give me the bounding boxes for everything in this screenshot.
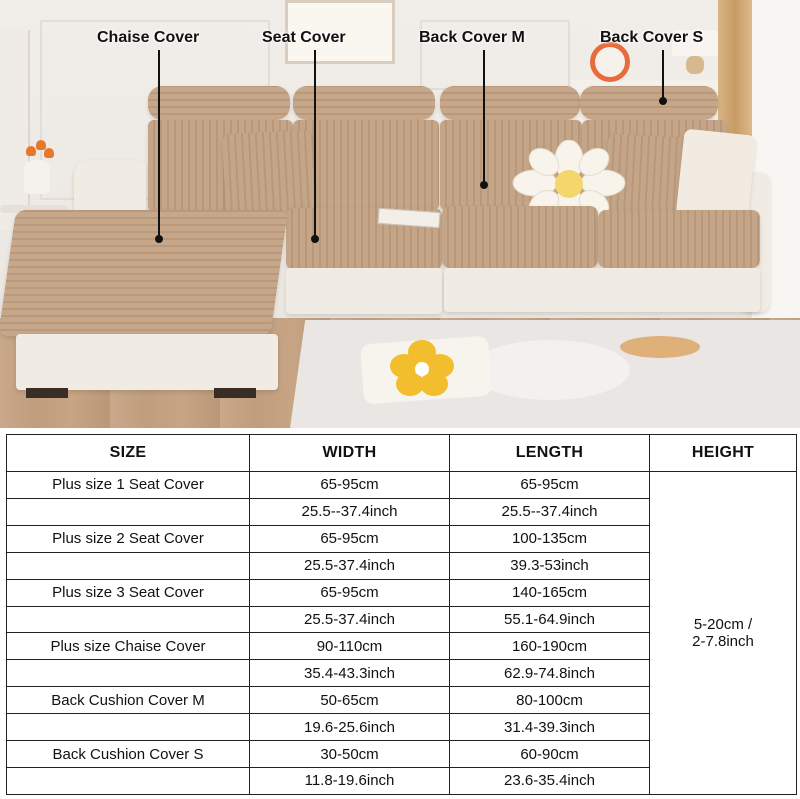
width-cell: 65-95cm	[250, 525, 450, 552]
tulip-flower	[26, 146, 36, 156]
pointer-dot	[480, 181, 488, 189]
length-cell: 55.1-64.9inch	[450, 606, 650, 633]
width-cell: 65-95cm	[250, 472, 450, 499]
label-seat-cover: Seat Cover	[262, 29, 346, 46]
size-cell: Plus size 1 Seat Cover	[7, 472, 250, 499]
sofa-base	[286, 268, 442, 314]
width-cell: 30-50cm	[250, 741, 450, 768]
length-cell: 23.6-35.4inch	[450, 767, 650, 794]
size-cell: Back Cushion Cover S	[7, 741, 250, 768]
height-cell	[650, 472, 797, 795]
length-cell: 25.5--37.4inch	[450, 498, 650, 525]
label-back-cover-m: Back Cover M	[419, 29, 525, 46]
headrest	[580, 86, 718, 120]
shelf	[0, 30, 30, 230]
pointer-dot	[659, 97, 667, 105]
size-cell	[7, 714, 250, 741]
width-cell: 25.5-37.4inch	[250, 606, 450, 633]
height-value-cm: 5-20cm /	[693, 616, 753, 633]
headrest	[440, 86, 580, 120]
floor-flower-pillow	[360, 336, 494, 404]
width-cell: 25.5-37.4inch	[250, 552, 450, 579]
width-cell: 50-65cm	[250, 687, 450, 714]
pointer-line	[314, 50, 316, 238]
decor-ornament	[590, 42, 630, 82]
length-cell: 62.9-74.8inch	[450, 660, 650, 687]
width-cell: 35.4-43.3inch	[250, 660, 450, 687]
length-cell: 80-100cm	[450, 687, 650, 714]
size-cell	[7, 552, 250, 579]
pointer-line	[158, 50, 160, 238]
pointer-dot	[311, 235, 319, 243]
width-cell: 90-110cm	[250, 633, 450, 660]
size-cell: Back Cushion Cover M	[7, 687, 250, 714]
seat-cushion	[598, 210, 760, 268]
wooden-tray	[620, 336, 700, 358]
length-cell: 140-165cm	[450, 579, 650, 606]
length-cell: 160-190cm	[450, 633, 650, 660]
sofa-base	[444, 268, 760, 312]
size-cell	[7, 498, 250, 525]
pointer-line	[483, 50, 485, 185]
headrest	[148, 86, 290, 120]
length-cell: 31.4-39.3inch	[450, 714, 650, 741]
length-cell: 39.3-53inch	[450, 552, 650, 579]
width-cell: 65-95cm	[250, 579, 450, 606]
height-value-inch: 2-7.8inch	[692, 633, 754, 650]
header-size: SIZE	[7, 435, 250, 472]
sofa-leg	[214, 388, 256, 398]
tulip-flower	[44, 148, 54, 158]
width-cell: 11.8-19.6inch	[250, 767, 450, 794]
header-length: LENGTH	[450, 435, 650, 472]
seat-cushion	[442, 206, 598, 268]
chaise-base	[16, 334, 278, 390]
pointer-line	[662, 50, 664, 100]
vase	[24, 160, 50, 194]
lamp-base	[686, 56, 704, 74]
size-cell: Plus size 2 Seat Cover	[7, 525, 250, 552]
size-cell	[7, 767, 250, 794]
size-cell	[7, 606, 250, 633]
size-chart-table	[6, 434, 797, 795]
table-header-row	[7, 435, 797, 472]
width-cell: 19.6-25.6inch	[250, 714, 450, 741]
label-chaise-cover: Chaise Cover	[97, 29, 200, 46]
header-height: HEIGHT	[650, 435, 797, 472]
sofa-leg	[26, 388, 68, 398]
size-cell	[7, 660, 250, 687]
size-cell: Plus size 3 Seat Cover	[7, 579, 250, 606]
table-row	[7, 472, 797, 499]
curtain	[718, 0, 752, 140]
header-width: WIDTH	[250, 435, 450, 472]
size-cell: Plus size Chaise Cover	[7, 633, 250, 660]
width-cell: 25.5--37.4inch	[250, 498, 450, 525]
pointer-dot	[155, 235, 163, 243]
throw-pillow	[222, 130, 316, 219]
length-cell: 65-95cm	[450, 472, 650, 499]
label-back-cover-s: Back Cover S	[600, 29, 704, 46]
length-cell: 100-135cm	[450, 525, 650, 552]
length-cell: 60-90cm	[450, 741, 650, 768]
chaise-cushion	[0, 210, 288, 336]
rug-pattern	[470, 340, 630, 400]
